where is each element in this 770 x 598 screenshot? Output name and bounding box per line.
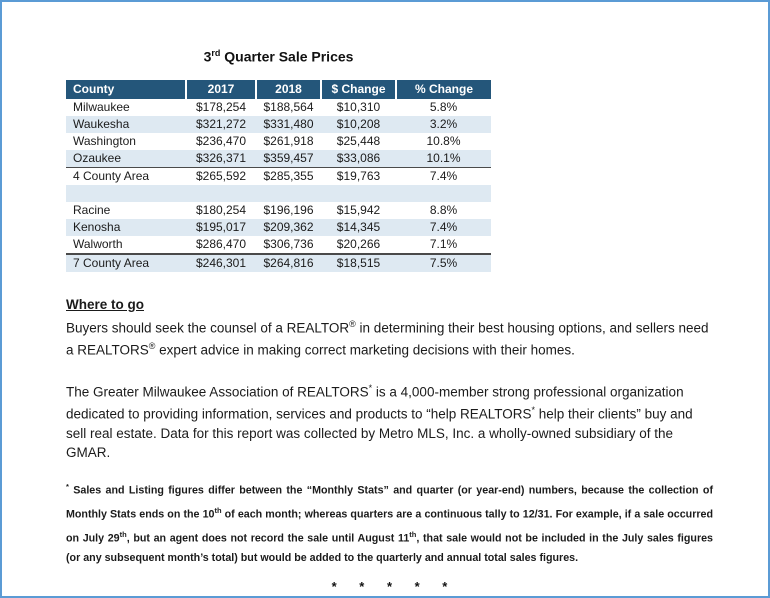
value-cell: $331,480 bbox=[263, 117, 314, 132]
buyers-paragraph bbox=[66, 315, 713, 360]
text-segment: of each month; whereas quarters are a continuous tally to 12/31. For example, if a sale occurred on July 29 bbox=[66, 508, 713, 545]
county-cell: Waukesha bbox=[73, 117, 130, 132]
value-cell: $196,196 bbox=[263, 203, 314, 218]
table-header-row bbox=[66, 80, 491, 99]
county-cell: Milwaukee bbox=[73, 100, 130, 115]
value-cell: $14,345 bbox=[336, 220, 381, 235]
table-row bbox=[66, 150, 491, 168]
value-cell: $209,362 bbox=[263, 220, 314, 235]
value-cell: 5.8% bbox=[429, 100, 458, 115]
value-cell: $20,266 bbox=[336, 237, 381, 252]
value-cell: $33,086 bbox=[336, 151, 381, 166]
column-header-county: County bbox=[66, 80, 186, 99]
value-cell: 7.1% bbox=[429, 237, 458, 252]
value-cell: $236,470 bbox=[195, 134, 247, 149]
value-cell: $264,816 bbox=[256, 254, 321, 272]
text-segment: is a 4,000-member strong professional organization dedicated to providing information, services and products to “help REALTORS bbox=[66, 384, 684, 422]
text-segment: help their clients” buy and sell real estate. Data for this report was collected by Metro MLS, Inc. a wholly-owned subsidiary of the GMAR. bbox=[66, 406, 693, 460]
table-row bbox=[66, 133, 491, 150]
text-segment: , that sale would not be included in the July sales figures (or any subsequent month’s total) but would be added to the quarterly and annual total sales figures. bbox=[66, 532, 713, 564]
text-segment: The Greater Milwaukee Association of REALTORS bbox=[66, 384, 369, 400]
value-cell: $265,592 bbox=[186, 167, 256, 185]
value-cell: $178,254 bbox=[195, 100, 247, 115]
table-row bbox=[66, 116, 491, 133]
superscript-text: ® bbox=[148, 341, 156, 352]
value-cell: $285,355 bbox=[256, 167, 321, 185]
value-cell bbox=[396, 185, 491, 202]
value-cell: $246,301 bbox=[186, 254, 256, 272]
where-to-go-heading: Where to go bbox=[66, 296, 144, 312]
county-cell: Ozaukee bbox=[73, 151, 122, 166]
value-cell: $10,208 bbox=[336, 117, 381, 132]
value-cell bbox=[186, 185, 256, 202]
table-row bbox=[66, 202, 491, 219]
county-cell: Racine bbox=[73, 203, 111, 218]
value-cell: $18,515 bbox=[321, 254, 396, 272]
gmar-paragraph bbox=[66, 379, 713, 462]
value-cell: 10.8% bbox=[426, 134, 461, 149]
county-cell: Kenosha bbox=[73, 220, 121, 235]
asterisk-separator: * * * * * bbox=[331, 579, 448, 595]
footnote-paragraph bbox=[66, 477, 713, 569]
column-header-2018: 2018 bbox=[256, 80, 321, 99]
column-header-dollar-change: $ Change bbox=[321, 80, 396, 99]
county-cell bbox=[66, 185, 186, 202]
value-cell: $180,254 bbox=[195, 203, 247, 218]
table-row bbox=[66, 219, 491, 236]
value-cell: $25,448 bbox=[336, 134, 381, 149]
value-cell: $15,942 bbox=[336, 203, 381, 218]
superscript-text: * bbox=[368, 382, 373, 393]
text-segment: Buyers should seek the counsel of a REALTOR bbox=[66, 320, 350, 336]
superscript-text: th bbox=[409, 529, 417, 539]
county-cell: 4 County Area bbox=[66, 167, 186, 185]
sale-prices-table bbox=[66, 80, 491, 272]
text-segment: Quarter Sale Prices bbox=[220, 48, 354, 65]
value-cell: 10.1% bbox=[426, 151, 461, 166]
value-cell: 3.2% bbox=[429, 117, 458, 132]
superscript-text: rd bbox=[211, 48, 221, 58]
table-spacer-row bbox=[66, 185, 491, 202]
table-title bbox=[66, 48, 491, 65]
value-cell: $195,017 bbox=[195, 220, 247, 235]
text-segment: , but an agent does not record the sale until August 11 bbox=[126, 532, 410, 545]
value-cell: 8.8% bbox=[429, 203, 458, 218]
value-cell: $286,470 bbox=[195, 237, 247, 252]
value-cell bbox=[321, 185, 396, 202]
value-cell: $306,736 bbox=[263, 237, 314, 252]
document-page bbox=[2, 2, 768, 594]
value-cell: $321,272 bbox=[195, 117, 247, 132]
table-row bbox=[66, 99, 491, 116]
text-segment: in determining their best housing options, and sellers need a REALTORS bbox=[66, 320, 709, 358]
value-cell: 7.4% bbox=[429, 220, 458, 235]
value-cell: $19,763 bbox=[321, 167, 396, 185]
superscript-text: th bbox=[214, 505, 222, 515]
text-segment: expert advice in making correct marketing decisions with their homes. bbox=[155, 342, 575, 358]
superscript-text: th bbox=[119, 529, 127, 539]
column-header-2017: 2017 bbox=[186, 80, 256, 99]
value-cell: $10,310 bbox=[336, 100, 381, 115]
value-cell: $261,918 bbox=[263, 134, 314, 149]
value-cell bbox=[256, 185, 321, 202]
value-cell: $359,457 bbox=[263, 151, 314, 166]
superscript-text: * bbox=[531, 405, 536, 416]
county-cell: Washington bbox=[73, 134, 136, 149]
county-cell: 7 County Area bbox=[66, 254, 186, 272]
value-cell: 7.4% bbox=[396, 167, 491, 185]
value-cell: 7.5% bbox=[396, 254, 491, 272]
superscript-text: ® bbox=[349, 318, 356, 329]
value-cell: $326,371 bbox=[195, 151, 247, 166]
column-header-percent-change: % Change bbox=[396, 80, 491, 99]
county-cell: Walworth bbox=[73, 237, 123, 252]
table-row bbox=[66, 236, 491, 254]
table-row bbox=[66, 167, 491, 185]
text-segment: Sales and Listing figures differ between the “Monthly Stats” and quarter (or year-end) numbers, because the collection of Monthly Stats ends on the 10 bbox=[66, 484, 713, 521]
superscript-text: * bbox=[66, 481, 69, 491]
table-row bbox=[66, 254, 491, 272]
value-cell: $188,564 bbox=[263, 100, 314, 115]
text-segment: 3 bbox=[203, 48, 212, 65]
